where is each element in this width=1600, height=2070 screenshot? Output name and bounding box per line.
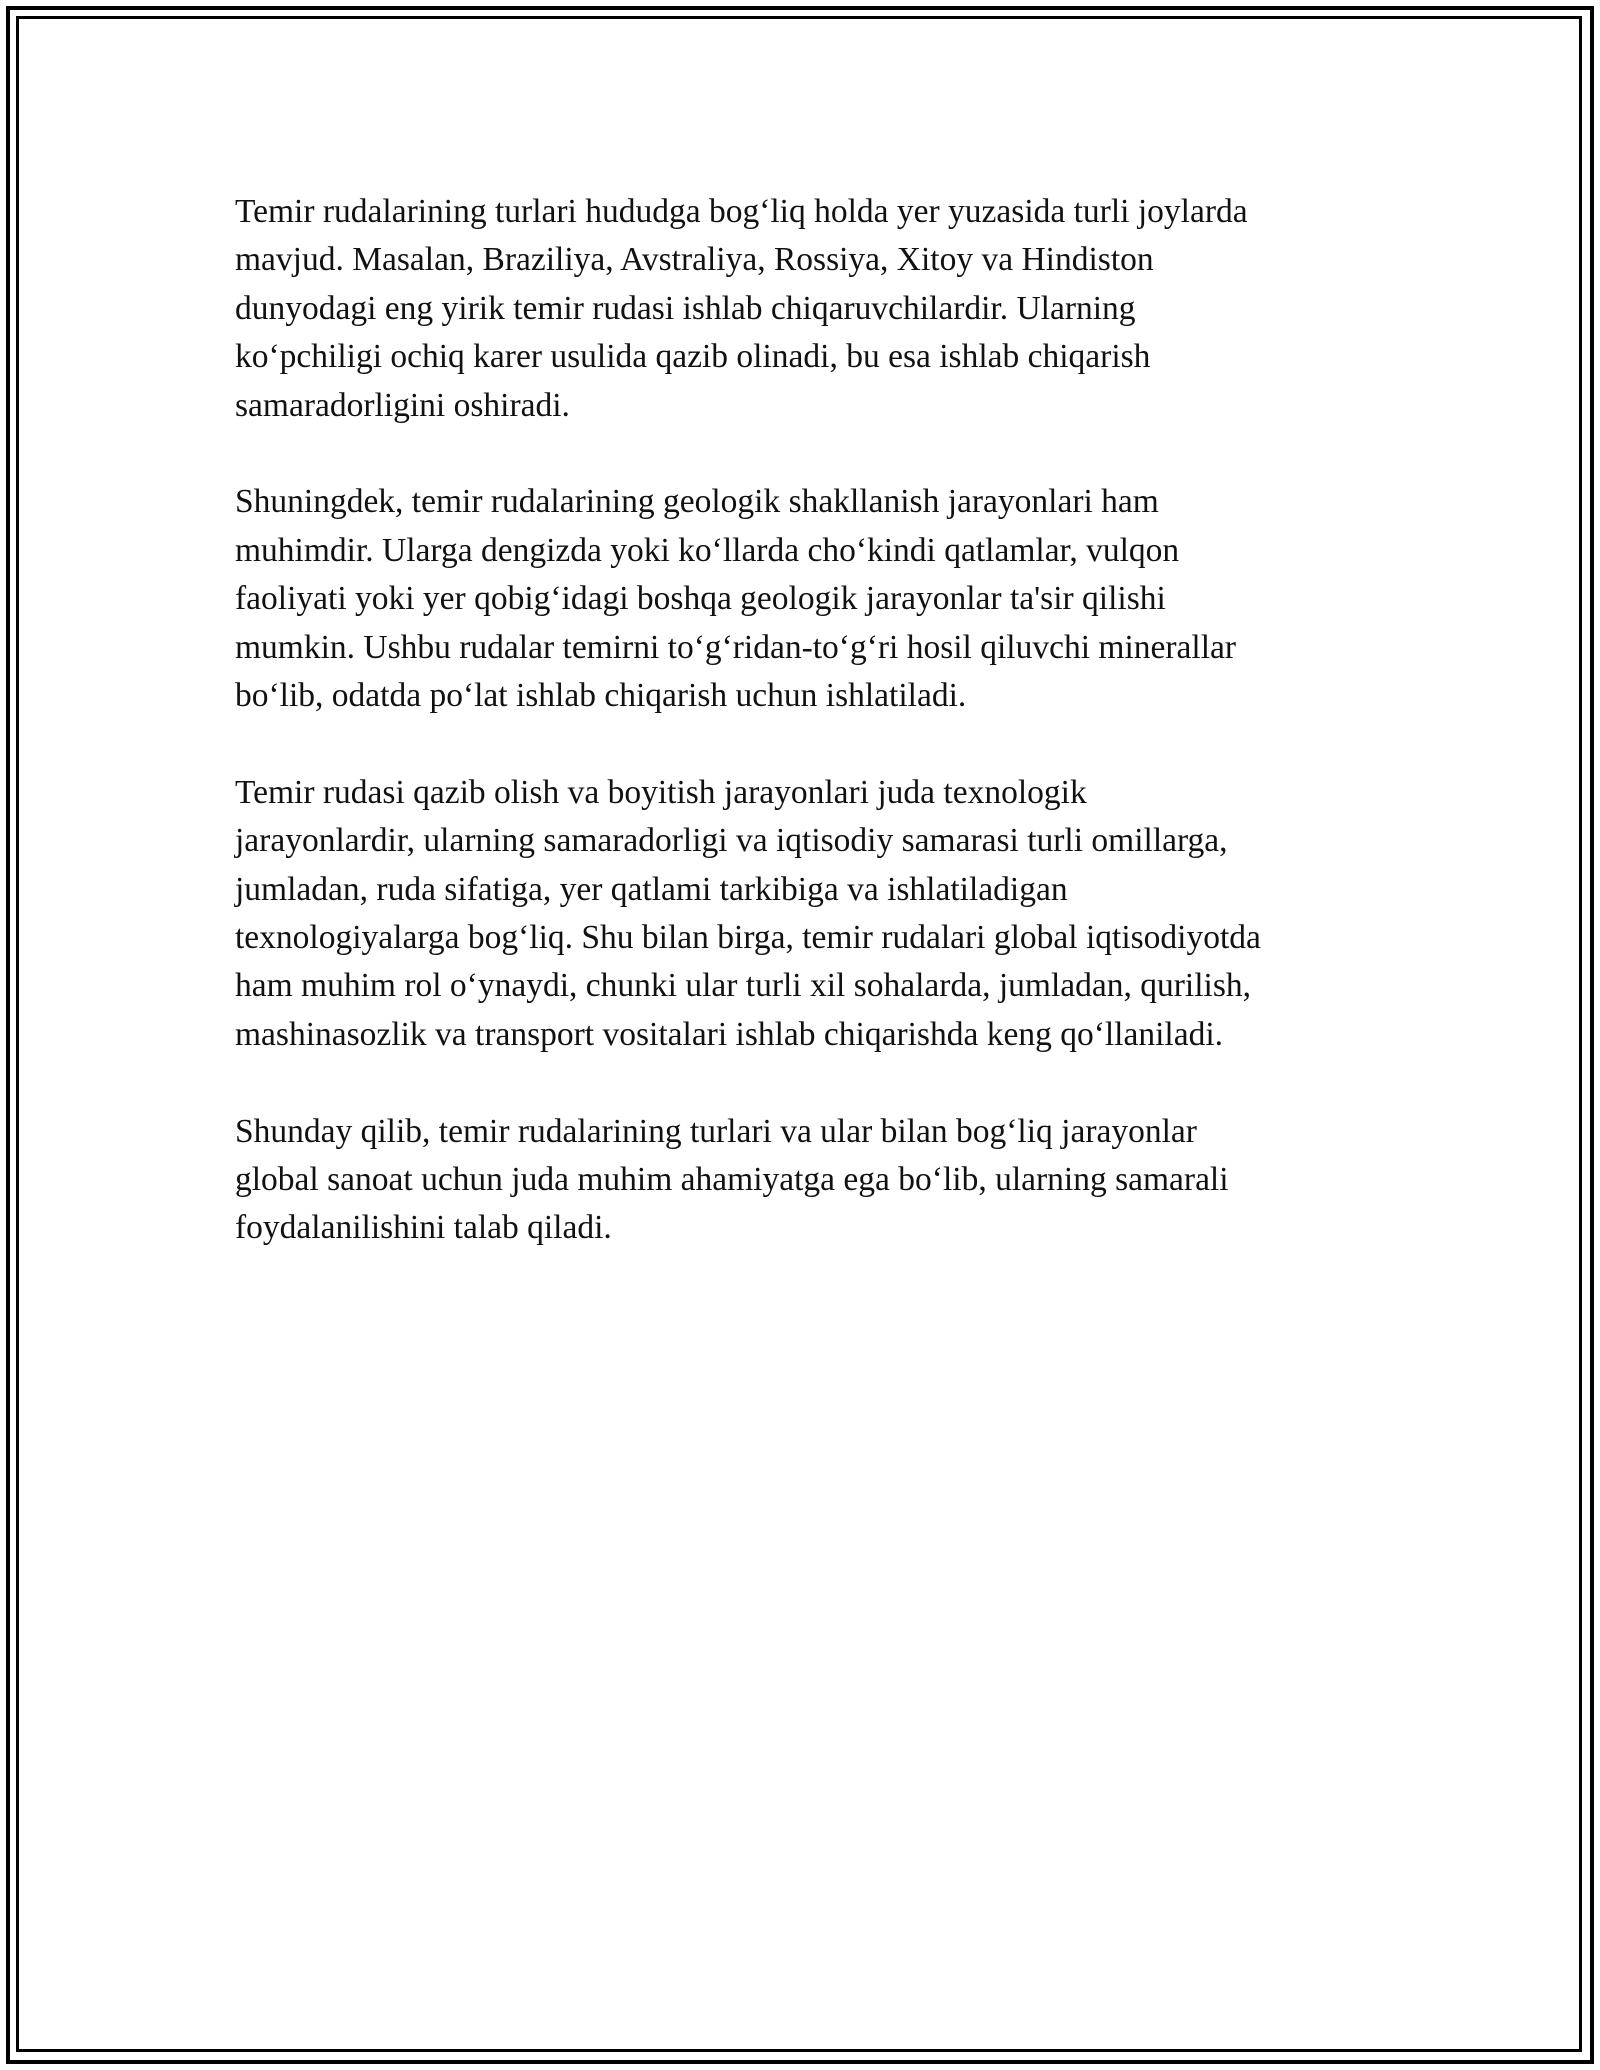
paragraph-3: Temir rudasi qazib olish va boyitish jarayonlari juda texnologik jarayonlardir, ularning samaradorligi va iqtisodiy samarasi turli omillarga, jumladan, ruda sifatiga, yer qatlami tarkibiga va ishlatiladigan texnologiyalarga bog‘liq. Shu bilan birga, temir rudalari global iqtisodiyotda ham muhim rol o‘ynaydi, chunki ular turli xil sohalarda, jumladan, qurilish, mashinasozlik va transport vositalari ishlab chiqarishda keng qo‘llaniladi.	[235, 773, 1261, 1053]
paragraph-1: Temir rudalarining turlari hududga bog‘liq holda yer yuzasida turli joylarda mavjud. Masalan, Braziliya, Avstraliya, Rossiya, Xitoy va Hindiston dunyodagi eng yirik temir rudasi ishlab chiqaruvchilardir. Ularning ko‘pchiligi ochiq karer usulida qazib olinadi, bu esa ishlab chiqarish samaradorligini oshiradi.	[235, 193, 1248, 424]
paragraph-2: Shuningdek, temir rudalarining geologik shakllanish jarayonlari ham muhimdir. Ularga dengizda yoki ko‘llarda cho‘kindi qatlamlar, vulqon faoliyati yoki yer qobig‘idagi boshqa geologik jarayonlar ta'sir qilishi mumkin. Ushbu rudalar temirni to‘g‘ridan-to‘g‘ri hosil qiluvchi minerallar bo‘lib, odatda po‘lat ishlab chiqarish uchun ishlatiladi.	[235, 483, 1237, 715]
document-body	[235, 188, 1375, 1301]
paragraph-4: Shunday qilib, temir rudalarining turlari va ular bilan bog‘liq jarayonlar global sanoat uchun juda muhim ahamiyatga ega bo‘lib, ularning samarali foydalanilishini talab qiladi.	[235, 1112, 1229, 1247]
